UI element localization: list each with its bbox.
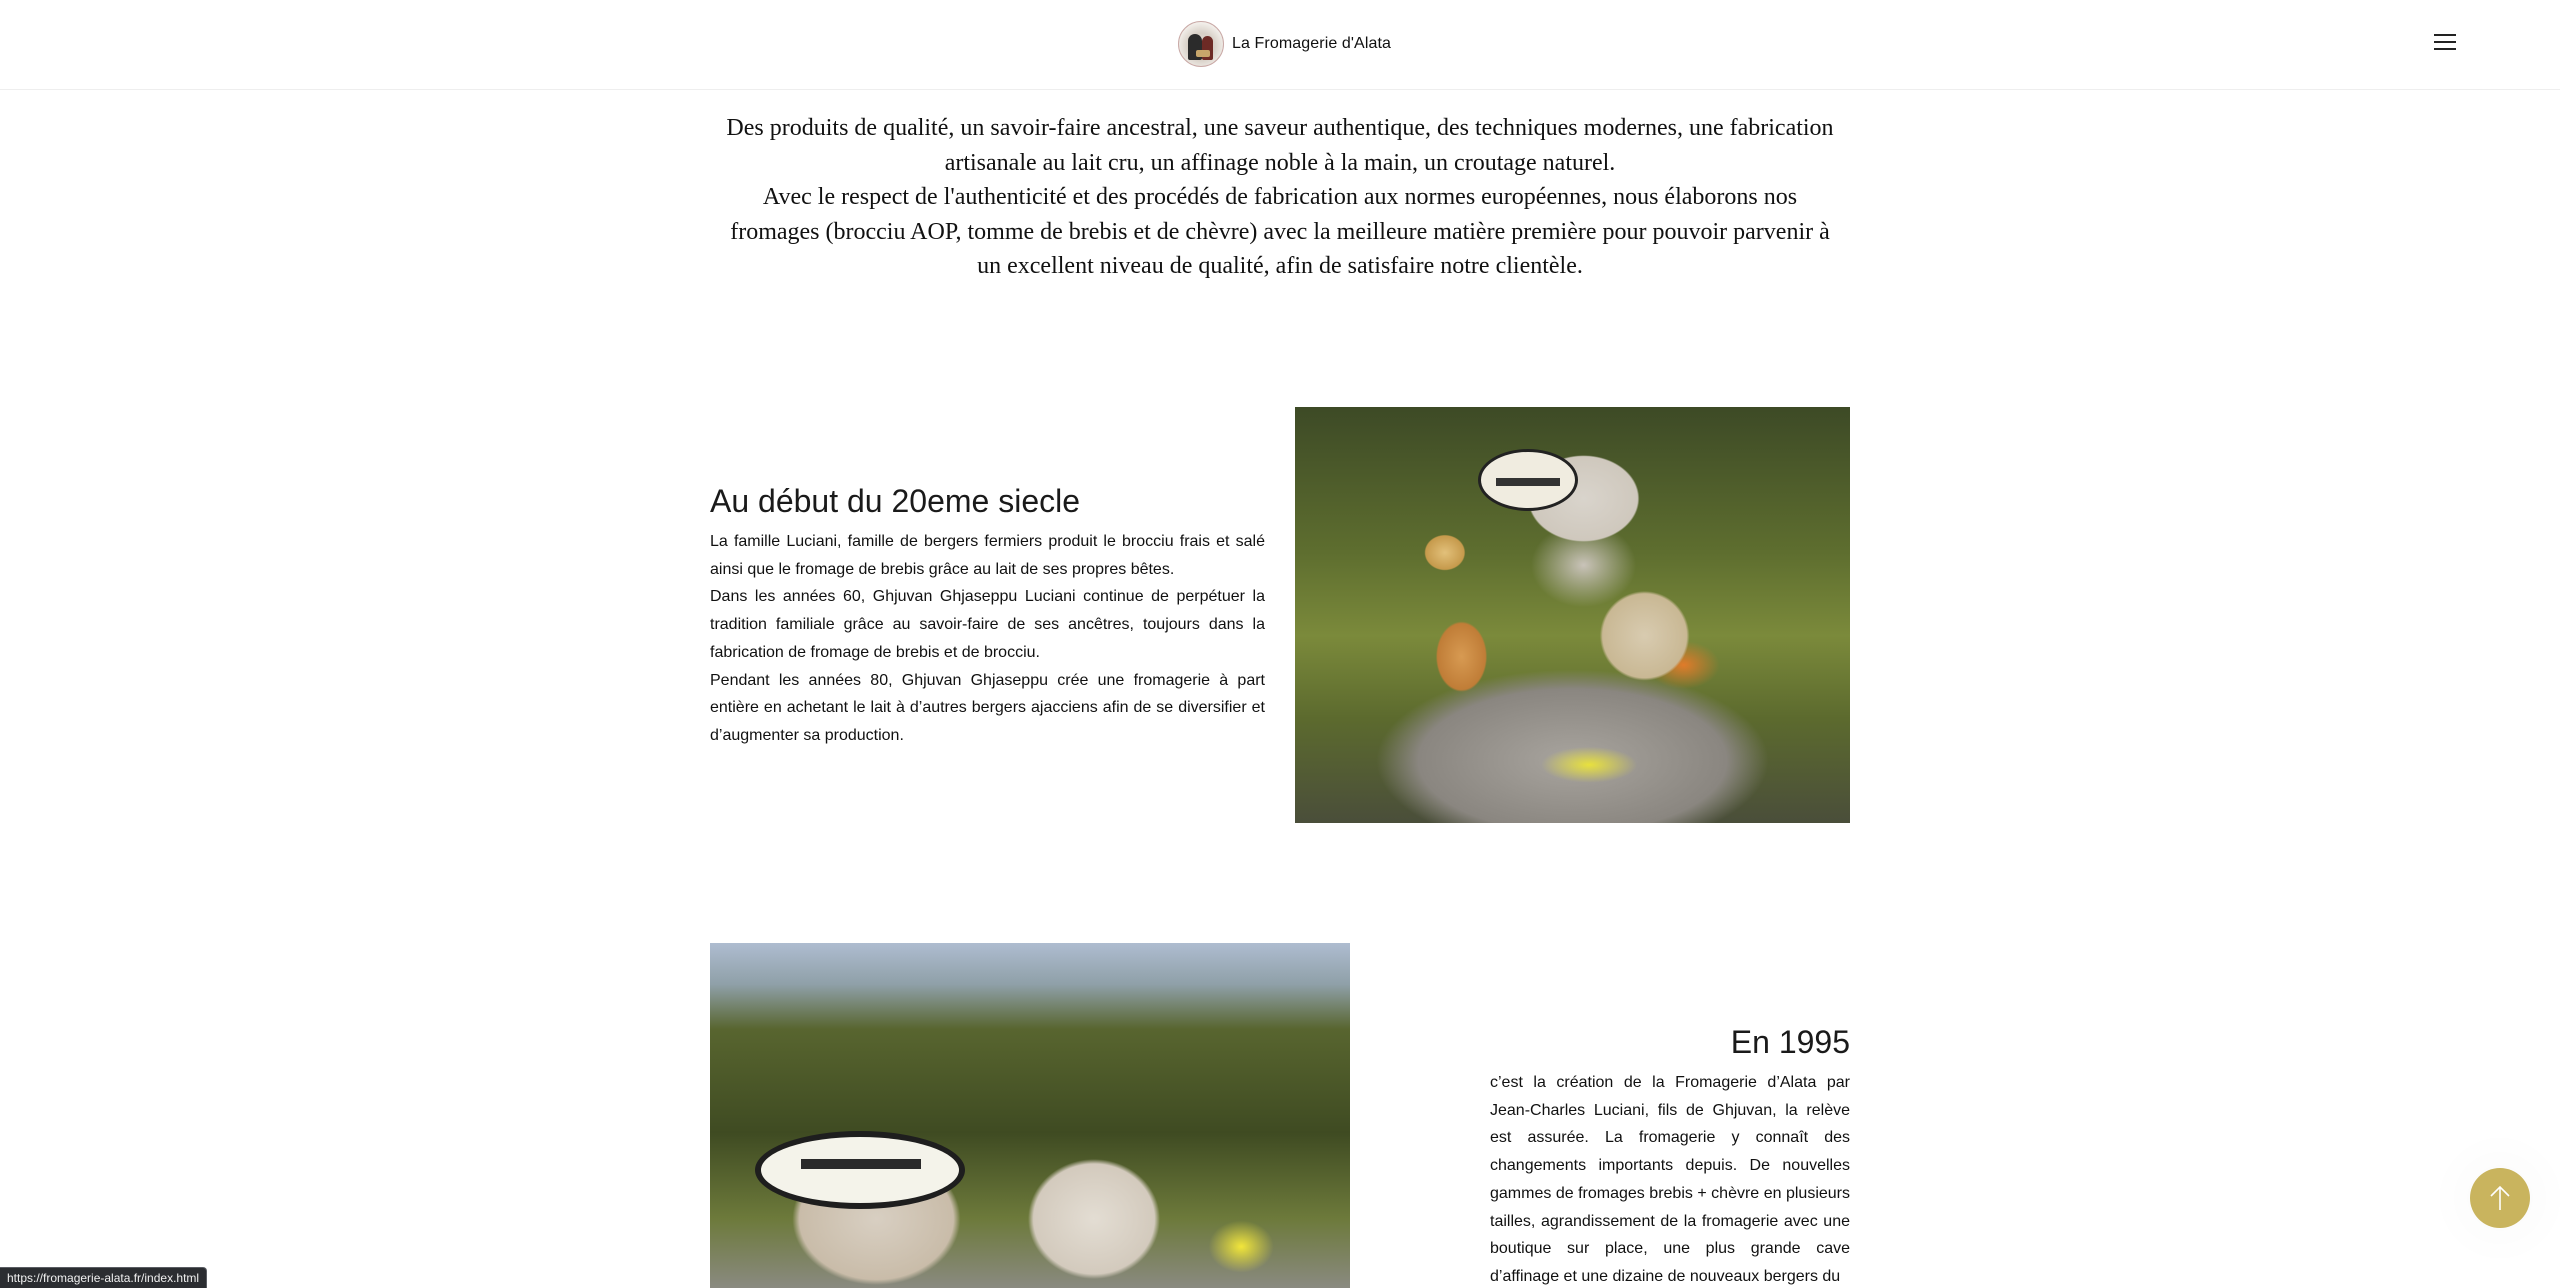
section-paragraph: La famille Luciani, famille de bergers fermiers produit le brocciu frais et salé ainsi que le fromage de brebis grâce au lait de ses propres bêtes.: [710, 533, 1265, 578]
history-section-early: [710, 480, 1265, 750]
status-bar-url: https://fromagerie-alata.fr/index.html: [0, 1267, 207, 1288]
arrow-up-icon: [2489, 1185, 2511, 1211]
tomme-corse-cheese-photo: [710, 943, 1350, 1288]
intro-paragraph: Avec le respect de l'authenticité et des procédés de fabrication aux normes européennes, nous élaborons nos fromages (brocciu AOP, tomme de brebis et de chèvre) avec la meilleure matière première pour pouvoir parvenir à un excellent niveau de qualité, afin de satisfaire notre clientèle.: [730, 184, 1830, 280]
site-header: [0, 0, 2560, 90]
section-paragraph: c’est la création de la Fromagerie d’Alata par Jean-Charles Luciani, fils de Ghjuvan, la relève est assurée. La fromagerie y connaît des changements importants depuis. De nouvelles gammes de fromages brebis + chèvre en plusieurs tailles, agrandissement de la fromagerie avec une boutique sur place, une plus grande cave d’affinage et une dizaine de nouveaux bergers du: [1490, 1074, 1850, 1285]
scroll-to-top-button[interactable]: [2470, 1168, 2530, 1228]
hamburger-menu-icon[interactable]: [2432, 30, 2458, 54]
section-paragraph: Pendant les années 80, Ghjuvan Ghjaseppu crée une fromagerie à part entière en achetant le lait à d’autres bergers ajacciens afin de se diversifier et d’augmenter sa production.: [710, 671, 1265, 744]
fromagerie-logo-icon: [1178, 21, 1224, 67]
intro-paragraph: Des produits de qualité, un savoir-faire ancestral, une saveur authentique, des techniques modernes, une fabrication artisanale au lait cru, un affinage noble à la main, un croutage naturel.: [726, 115, 1834, 176]
section-paragraph: Dans les années 60, Ghjuvan Ghjaseppu Luciani continue de perpétuer la tradition familiale grâce au savoir-faire de ses ancêtres, toujours dans la fabrication de fromage de brebis et de brocciu.: [710, 588, 1265, 661]
history-section-1995: [1490, 1021, 1850, 1288]
section-title: Au début du 20eme siecle: [710, 483, 1081, 519]
brand-name: La Fromagerie d'Alata: [1232, 35, 1392, 52]
tommette-cheese-photo: [1295, 407, 1850, 823]
intro-text: [720, 111, 1840, 284]
brand-link[interactable]: [1178, 20, 1391, 68]
section-title: En 1995: [1730, 1024, 1850, 1060]
